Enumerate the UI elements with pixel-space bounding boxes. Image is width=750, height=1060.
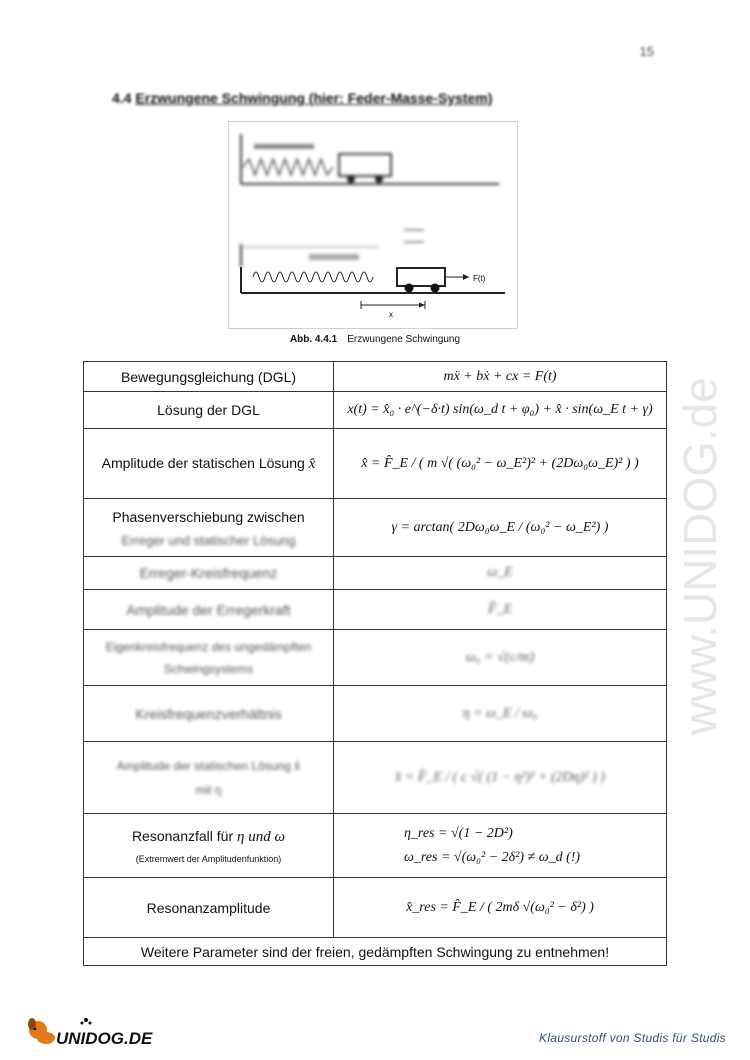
table-footer: Weitere Parameter sind der freien, gedämpften Schwingung zu entnehmen! <box>84 938 667 966</box>
row-label: Amplitude der statischen Lösung x̂ <box>84 429 334 499</box>
equation-resonance-amplitude: x̂_res = F̂_E / ( 2mδ √(ω₀² − δ²) ) <box>333 878 666 938</box>
section-title <box>112 90 492 106</box>
section-number: 4.4 <box>112 90 132 106</box>
row-label: Phasenverschiebung zwischen Erreger und statischer Lösung <box>84 499 334 557</box>
table-row <box>84 590 667 630</box>
row-label: Resonanzfall für η und ω (Extremwert der Amplitudenfunktion) <box>84 814 334 878</box>
table-row <box>84 686 667 742</box>
table-row <box>84 362 667 392</box>
row-label: Resonanzamplitude <box>84 878 334 938</box>
equation-natural-frequency: ω₀ = √(c/m) <box>333 630 666 686</box>
table-row <box>84 742 667 814</box>
row-label: Erreger-Kreisfrequenz <box>84 557 334 590</box>
caption-label: Abb. 4.4.1 <box>289 334 338 345</box>
svg-text:www.UNIDOG.de: www.UNIDOG.de <box>674 377 726 735</box>
table-row <box>84 630 667 686</box>
table-row <box>84 878 667 938</box>
equation-exciter-force: F̂_E <box>333 590 666 630</box>
dog-icon <box>24 1014 154 1050</box>
equation-frequency-ratio: η = ω_E / ω₀ <box>333 686 666 742</box>
figure-top-blurred <box>229 122 517 267</box>
footer-tagline: Klausurstoff von Studis für Studis <box>539 1031 726 1045</box>
page-number: 15 <box>639 44 654 59</box>
equation-amplitude: x̂ = F̂_E / ( m √( (ω₀² − ω_E²)² + (2Dω₀ω_E)² ) ) <box>333 429 666 499</box>
row-label: Bewegungsgleichung (DGL) <box>84 362 334 392</box>
row-label: Amplitude der statischen Lösung x̂ mit η <box>84 742 334 814</box>
row-label: Eigenkreisfrequenz des ungedämpften Schwingsystems <box>84 630 334 686</box>
table-row <box>84 429 667 499</box>
equation-dgl: mẍ + bẋ + cx = F(t) <box>333 362 666 392</box>
caption-text: Erzwungene Schwingung <box>347 334 461 345</box>
svg-text:UNIDOG.DE: UNIDOG.DE <box>56 1029 153 1048</box>
row-label: Lösung der DGL <box>84 392 334 429</box>
equation-exciter-frequency: ω_E <box>333 557 666 590</box>
watermark <box>672 270 732 740</box>
formula-table <box>83 361 667 966</box>
figure-caption <box>0 334 750 345</box>
table-row <box>84 557 667 590</box>
row-label: Amplitude der Erregerkraft <box>84 590 334 630</box>
table-row <box>84 499 667 557</box>
equation-phase: γ = arctan( 2Dω₀ω_E / (ω₀² − ω_E²) ) <box>333 499 666 557</box>
figure-spring-mass <box>228 121 518 329</box>
section-title-text: Erzwungene Schwingung (hier: Feder-Masse-System) <box>135 90 493 106</box>
force-label: F(t) <box>473 274 486 283</box>
table-row <box>84 814 667 878</box>
table-row <box>84 392 667 429</box>
unidog-logo <box>24 1014 154 1055</box>
equation-resonance: η_res = √(1 − 2D²) ω_res = √(ω₀² − 2δ²) ≠ ω_d (!) <box>333 814 666 878</box>
row-label: Kreisfrequenzverhältnis <box>84 686 334 742</box>
equation-amplitude-eta: x̂ = F̂_E / ( c √( (1 − η²)² + (2Dη)² ) ) <box>333 742 666 814</box>
equation-solution: x(t) = x̂₀ · e^(−δ·t) sin(ω_d t + φ₀) + x̂ · sin(ω_E t + γ) <box>333 392 666 429</box>
table-row <box>84 938 667 966</box>
figure-bottom-spring-system <box>229 267 517 327</box>
displacement-label: x <box>389 310 393 319</box>
